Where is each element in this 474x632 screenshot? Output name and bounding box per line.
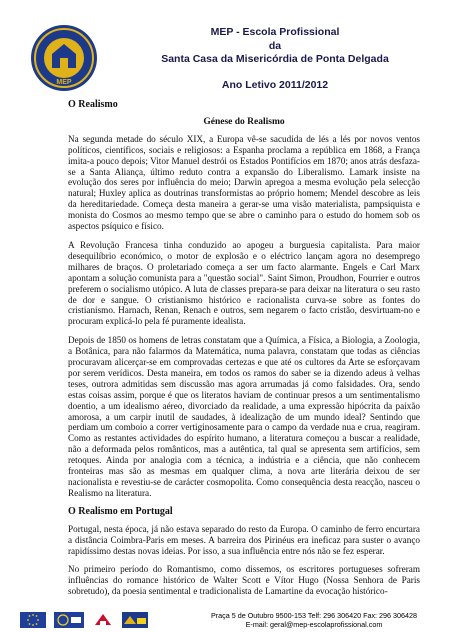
program-logo-icon xyxy=(122,612,148,628)
paragraph-2: A Revolução Francesa tinha conduzido ao apogeu a burguesia capitalista. Para maior desequilíbrio económico, o motor de explosão e o eléctrico lançam agora no desemprego milhares de braços. O proletariado começa a ser um facto alarmante. Engels e Carl Marx apontam a solução comunista para a "questão social". Saint Simon, Proudhon, Fourrier e outros preferem o socialismo utópico. A luta de classes prepara-se para deixar na literatura o seu rasto de dor e sangue. O cristianismo histórico e racionalista curva-se sobre as fontes do cristianismo. Harnach, Renan, Renach e outros, sem negarem o facto cristão, desvirtuam-no e procuram explicá-lo pela fé puramente idealista. xyxy=(68,239,420,327)
header-connector: da xyxy=(268,39,282,52)
document-footer xyxy=(184,612,444,629)
document-body xyxy=(68,100,420,605)
document-header xyxy=(110,26,440,92)
section-subtitle: Génese do Realismo xyxy=(203,116,285,127)
eu-flag-icon xyxy=(20,612,46,628)
eu-fund-logo-icon xyxy=(54,612,84,628)
logo-text: MEP xyxy=(56,79,72,86)
school-logo xyxy=(30,24,98,92)
section-heading-portugal: O Realismo em Portugal xyxy=(68,505,173,517)
footer-email: E-mail: geral@mep-escolaprofissional.com xyxy=(245,619,383,629)
footer-logos xyxy=(20,612,180,630)
institution-name: Santa Casa da Misericórdia de Ponta Delgada xyxy=(161,53,389,65)
paragraph-5: No primeiro período do Romantismo, como dissemos, os escritores portugueses sofreram influências do romance histórico de Walter Scott e Vítor Hugo (Nossa Senhora de Paris sobretudo), da poesia sentimental e tradicionalista de Lamartine da evocação histórico- xyxy=(68,564,420,597)
school-year: Ano Letivo 2011/2012 xyxy=(221,78,329,91)
document-title: O Realismo xyxy=(68,99,118,110)
paragraph-4: Portugal, nesta época, já não estava separado do resto da Europa. O caminho de ferro encurtara a distância Coimbra-Paris em meses. A barreira dos Pirinéus era ineficaz para suster o avanço rapidíssimo destas novas ideias. Por isso, a sua influência entre nós não se fez esperar. xyxy=(68,523,420,556)
paragraph-3: Depois de 1850 os homens de letras constatam que a Química, a Física, a Biologia, a Zoologia, a Botânica, para não falarmos da Matemática, numa palavra, constatam que todas as ciências procuravam alicerçar-se em comprovadas certezas e que até os cultores da Arte se esforçavam por serem verídicos. Desta maneira, em todos os ramos do saber se ia dizendo adeus à velhas teses, outrora admitidas sem discussão mas agora arrumadas já como falsidades. Ora, sendo estas coisas assim, porque é que os literatos haviam de continuar presos a um sentimentalismo doentio, a um idealismo aéreo, divorciado da realidade, a uma expressão hipócrita da paixão amorosa, a um carpir inutil de saudades, à idealização de um mundo ideal? Sentindo que perdiam um comboio a correr vertiginosamente para o campo da verdade nua e crua, reagiram. Como as restantes actividades do espírito humano, a literatura começou a buscar a realidade, não a deformada pelos românticos, mas a autêntica, tal qual se apresenta sem artifícios, sem retoques. Ainda por analogia com a técnica, a indústria e a ciência, que não conhecem fronteiras mas são as mesmas em qualquer clima, a nova arte literária deixou de ser nacionalista e revestiu-se de carácter cosmopolita. Como consequência desta reacção, nasceu o Realismo na literatura. xyxy=(68,335,420,498)
school-name: MEP - Escola Profissional xyxy=(210,26,340,38)
footer-address: Praça 5 de Outubro 9500-153 Telf: 296 306420 Fax: 296 306428 xyxy=(210,611,418,620)
paragraph-1: Na segunda metade do século XIX, a Europa vê-se sacudida de lés a lés por novos ventos políticos, científicos, sociais e religiosos: a Espanha proclama a república em 1868, a França imita-a pouco depois; Vitor Manuel destrói os Estados Pontifícios em 1870; anos atrás desfaza-se a Santa Aliança, último reduto contra a expansão do Liberalismo. Lamark insiste na evolução dos seres por influência do meio; Darwin apregoa a mesma evolução pela selecção natural; Huxley aplica as doutrinas transformistas ao próprio homem; Mendel descobre as leis da hereditariedade. Começa desta maneira a gerar-se uma visão materialista, pampsiquista e monista do Cosmos ao mesmo tempo que se abre o caminho para o estudo do homem sob os aspectos psíquico e físico. xyxy=(68,133,420,232)
red-emblem-icon xyxy=(92,612,114,628)
